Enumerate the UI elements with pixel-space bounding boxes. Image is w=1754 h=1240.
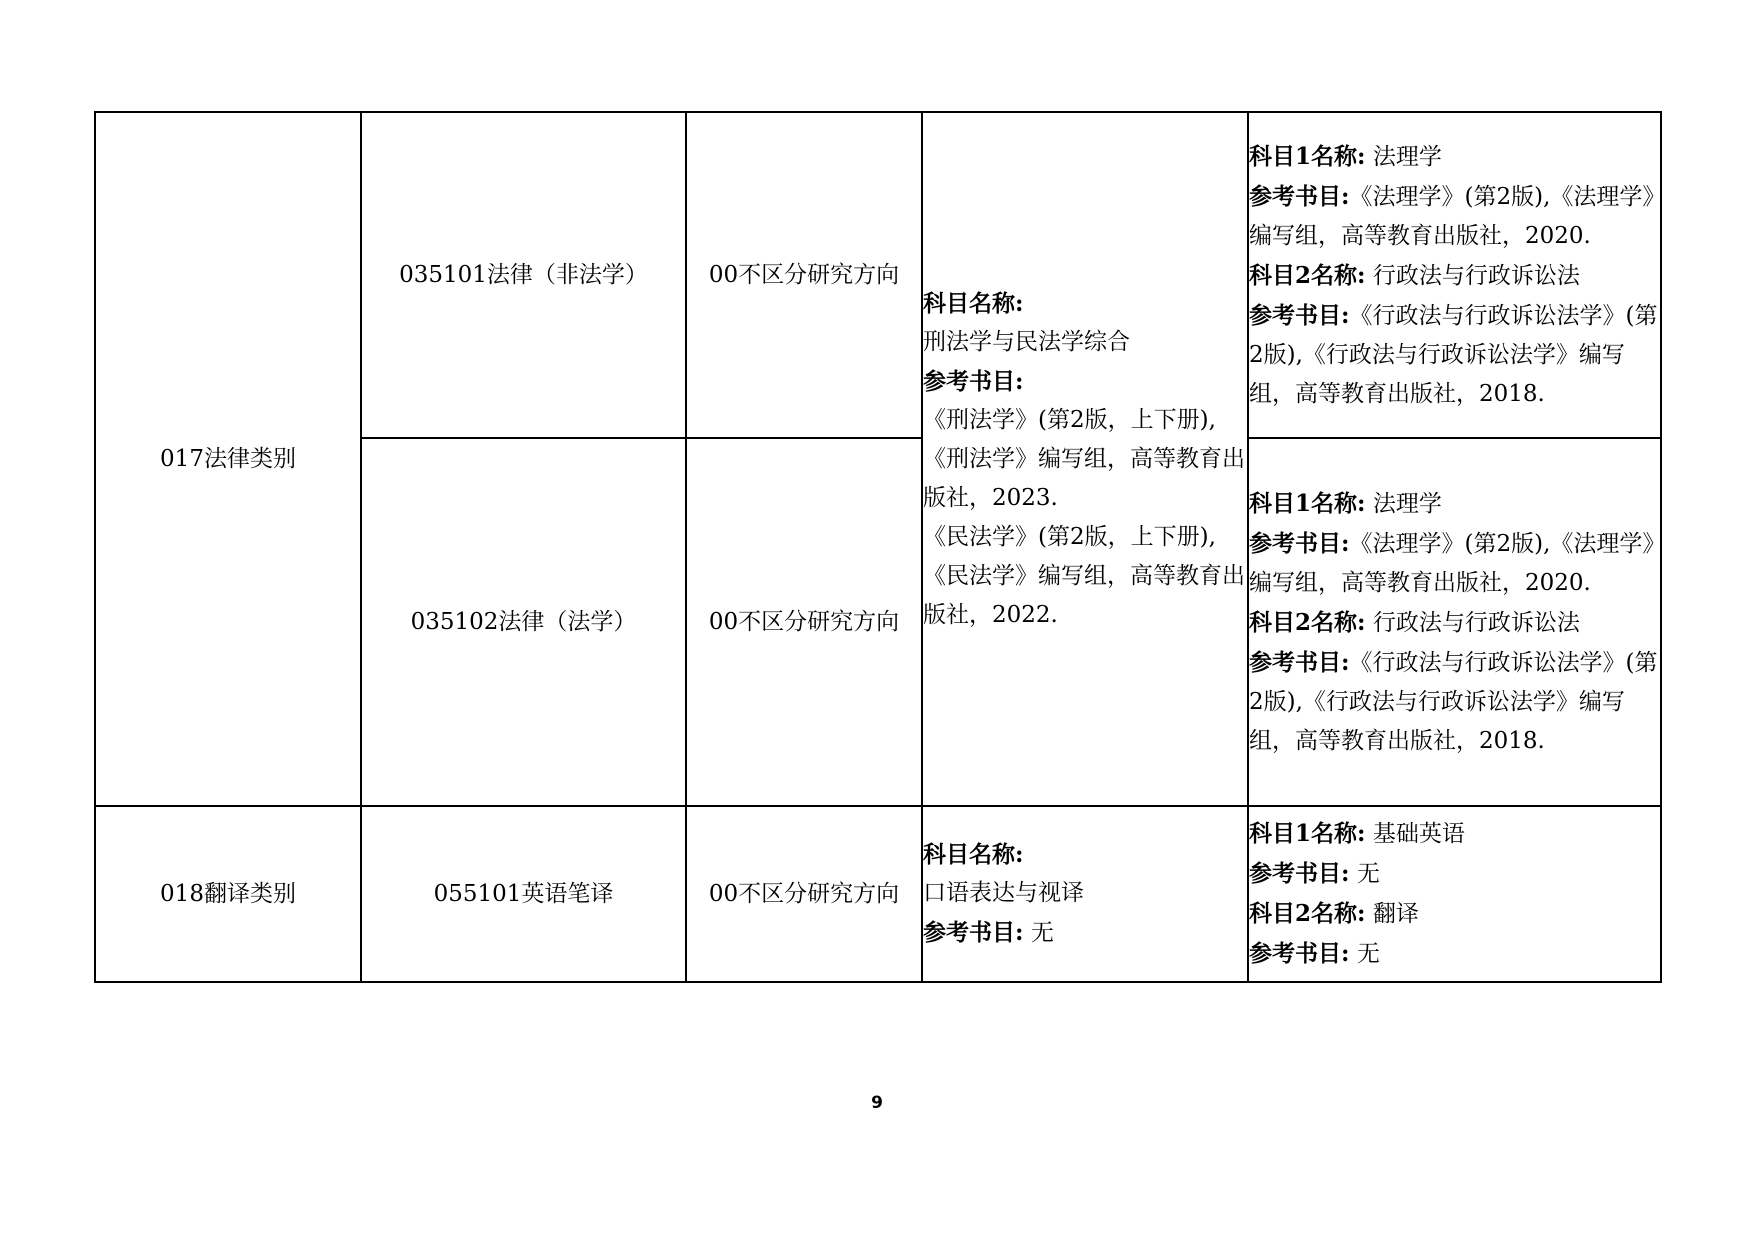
reference-book: 《民法学》(第2版，上下册),《民法学》编写组，高等教育出版社，2022.: [923, 523, 1245, 628]
exam-subject-table: [94, 111, 1662, 983]
category-text: 017法律类别: [160, 445, 296, 472]
subject2-label: 科目2名称:: [1249, 261, 1366, 289]
direction-cell: [686, 806, 922, 982]
subject2-label: 科目2名称:: [1249, 608, 1366, 636]
exam-subject-cell: [922, 806, 1248, 982]
direction-cell: [686, 112, 922, 438]
table-row: [95, 806, 1661, 982]
subject-name: 刑法学与民法学综合: [923, 328, 1130, 355]
reference-book: 无: [1356, 941, 1380, 967]
subject1-label: 科目1名称:: [1249, 820, 1366, 847]
reference-books-label: 参考书目:: [1249, 648, 1350, 676]
reference-books-label: 参考书目:: [923, 367, 1024, 395]
direction-text: 00不区分研究方向: [708, 880, 900, 907]
reference-book: 《行政法与行政诉讼法学》(第2版),《行政法与行政诉讼法学》编写组，高等教育出版社，2018.: [1249, 649, 1658, 754]
page-number: 9: [871, 1093, 883, 1113]
subject1-name: 法理学: [1372, 143, 1442, 170]
reference-book: 无: [1030, 920, 1054, 946]
subject1-label: 科目1名称:: [1249, 142, 1366, 170]
reference-book: 《行政法与行政诉讼法学》(第2版),《行政法与行政诉讼法学》编写组，高等教育出版社，2018.: [1249, 302, 1658, 407]
subject1-label: 科目1名称:: [1249, 489, 1366, 517]
category-cell: [95, 112, 361, 806]
reference-books-label: 参考书目:: [1249, 860, 1350, 887]
subject2-name: 行政法与行政诉讼法: [1372, 262, 1580, 289]
reference-book: 无: [1356, 861, 1380, 887]
subject2-label: 科目2名称:: [1249, 900, 1366, 927]
category-text: 018翻译类别: [160, 880, 296, 907]
retest-reference-cell: [1248, 112, 1661, 438]
reference-book: 《法理学》(第2版),《法理学》编写组，高等教育出版社，2020.: [1249, 530, 1654, 596]
subject2-name: 行政法与行政诉讼法: [1372, 609, 1580, 636]
reference-books-label: 参考书目:: [1249, 940, 1350, 967]
subject1-name: 基础英语: [1372, 821, 1465, 847]
retest-reference-cell: [1248, 438, 1661, 806]
reference-book: 《刑法学》(第2版，上下册),《刑法学》编写组，高等教育出版社，2023.: [923, 406, 1245, 511]
subject1-name: 法理学: [1372, 490, 1442, 517]
major-text: 055101英语笔译: [433, 880, 614, 907]
major-cell: [361, 112, 686, 438]
reference-book: 《法理学》(第2版),《法理学》编写组，高等教育出版社，2020.: [1249, 183, 1654, 249]
subject-name-label: 科目名称:: [923, 289, 1024, 317]
major-text: 035102法律（法学）: [410, 608, 637, 635]
direction-cell: [686, 438, 922, 806]
table-row: [95, 112, 1661, 438]
major-text: 035101法律（非法学）: [399, 261, 648, 288]
subject-name: 口语表达与视译: [923, 880, 1084, 906]
major-cell: [361, 806, 686, 982]
subject-name-label: 科目名称:: [923, 841, 1024, 868]
exam-subject-cell: [922, 112, 1248, 806]
reference-books-label: 参考书目:: [1249, 529, 1350, 557]
reference-books-label: 参考书目:: [923, 919, 1024, 946]
category-cell: [95, 806, 361, 982]
subject2-name: 翻译: [1372, 901, 1419, 927]
retest-reference-cell: [1248, 806, 1661, 982]
major-cell: [361, 438, 686, 806]
reference-books-label: 参考书目:: [1249, 182, 1350, 210]
direction-text: 00不区分研究方向: [708, 261, 900, 288]
reference-books-label: 参考书目:: [1249, 301, 1350, 329]
direction-text: 00不区分研究方向: [708, 608, 900, 635]
